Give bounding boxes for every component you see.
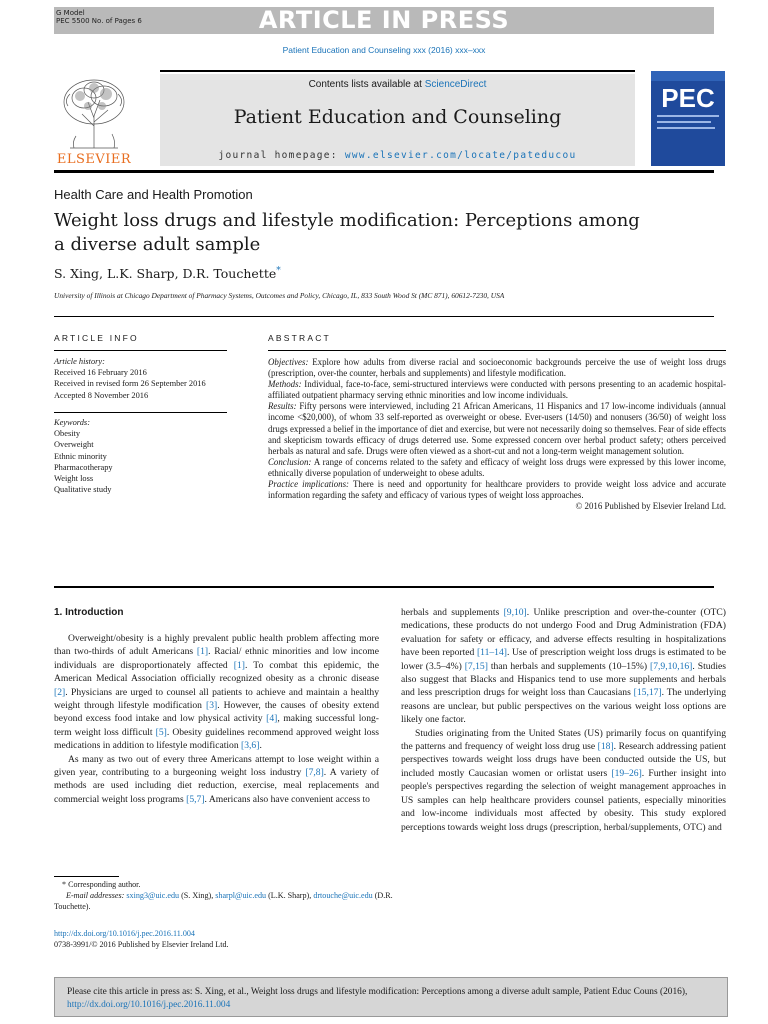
history-label: Article history: xyxy=(54,357,105,366)
abstract-text: Fifty persons were interviewed, including 21 African Americans, 11 Hispanics and 17 low-income individuals (annual income <$20,000), of whom 33 self-reported as overweight or obese. Ever-users (14/50) and nonusers (36/50) of weight loss drugs expressed a belief in the importance of diet and exercise, but were not necessarily doing so themselves. Fear of side effects and skepticism towards efficacy of drugs deterred use. Some expressed concern over herbal product safety; others perceived herbals as natural and safe. Drugs were often viewed as a short-cut and not a long-term weight management solution. xyxy=(268,401,726,456)
history-accepted: Accepted 8 November 2016 xyxy=(54,390,149,400)
email-link[interactable]: drtouche@uic.edu xyxy=(313,890,373,900)
email-owner: (S. Xing), xyxy=(179,890,216,900)
corresponding-author-marker[interactable]: * xyxy=(276,266,281,276)
elsevier-wordmark: ELSEVIER xyxy=(56,152,132,167)
cover-logo: PEC xyxy=(661,83,715,113)
abstract-bottom-rule xyxy=(54,586,714,588)
citation-link[interactable]: [3,6] xyxy=(241,740,260,752)
email-link[interactable]: sharpl@uic.edu xyxy=(215,890,267,900)
article-history xyxy=(54,356,234,401)
corresponding-author-note: * Corresponding author. xyxy=(62,880,141,889)
article-in-press-banner xyxy=(54,7,714,34)
citation-link[interactable]: [1] xyxy=(233,659,245,671)
citation-link[interactable]: [7,9,10,16] xyxy=(650,660,693,672)
journal-cover-thumbnail[interactable] xyxy=(651,71,725,166)
affiliation: University of Illinois at Chicago Department of Pharmacy Systems, Outcomes and Policy, Chicago, IL, 833 South Wood St (MC 871), 60612-7230, USA xyxy=(54,291,505,300)
footnotes xyxy=(54,880,394,912)
doi-block xyxy=(54,928,229,950)
citation-link[interactable]: [18] xyxy=(597,741,614,753)
cite-this-article-box xyxy=(54,977,728,1017)
cite-doi-link[interactable]: http://dx.doi.org/10.1016/j.pec.2016.11.004 xyxy=(67,999,231,1010)
keyword: Weight loss xyxy=(54,474,94,484)
sciencedirect-link[interactable]: ScienceDirect xyxy=(424,79,487,90)
header-rule xyxy=(54,316,714,317)
article-info-heading: ARTICLE INFO xyxy=(54,333,139,343)
keyword: Ethnic minority xyxy=(54,451,107,461)
body-paragraph: Studies originating from the United States (US) primarily focus on quantifying the patterns and frequency of weight loss drug use [18]. Research addressing patient perspectives towards weight loss drugs have been conducted outside the US, but included mostly Caucasian women or orlistat users [19–26]. Further insight into people's perspectives regarding the selection of weight management approaches in US samples can help healthcare providers counsel patients, especially minorities and low-income individuals most affected by obesity. This study explored perceptions towards weight loss drugs (prescription, herbal/supplements, OTC) and xyxy=(401,727,727,833)
model-label: G Model xyxy=(56,9,85,17)
keywords-label: Keywords: xyxy=(54,418,90,427)
citation-link[interactable]: [5] xyxy=(155,726,167,738)
abstract-label: Conclusion: xyxy=(268,456,312,467)
abstract-text: A range of concerns related to the safety and efficacy of weight loss drugs were expressed by this lower income, ethnically diverse population of underweight to obese adults. xyxy=(268,456,726,478)
cite-text-body: Please cite this article in press as: S. Xing, et al., Weight loss drugs and lifestyle modification: Perceptions among a diverse adult sample, Patient Educ Couns (2016), xyxy=(67,987,688,997)
citation-link[interactable]: [15,17] xyxy=(633,687,662,699)
citation-link[interactable]: [19–26] xyxy=(611,767,642,779)
abstract-text: There is need and opportunity for healthcare providers to provide weight loss advice and accurate information regarding the safety and efficacy of various types of weight loss approaches. xyxy=(268,479,726,501)
citation-link[interactable]: [3] xyxy=(206,700,218,712)
abstract-heading: ABSTRACT xyxy=(268,333,331,343)
cover-text-line xyxy=(657,127,715,129)
abstract-copyright: © 2016 Published by Elsevier Ireland Ltd. xyxy=(575,501,726,512)
email-label: E-mail addresses: xyxy=(66,890,125,900)
homepage-prefix: journal homepage: xyxy=(218,150,345,161)
keyword: Overweight xyxy=(54,440,94,450)
abstract-text: Explore how adults from diverse racial and socioeconomic backgrounds perceive the use of weight loss drugs (prescription, over-the counter, herbals and supplements) and lifestyle modification. xyxy=(268,357,726,379)
introduction-heading: 1. Introduction xyxy=(54,607,124,618)
authors: S. Xing, L.K. Sharp, D.R. Touchette xyxy=(54,266,277,282)
abstract-body xyxy=(268,357,726,512)
citation-link[interactable]: [4] xyxy=(266,713,278,725)
citation-link[interactable]: [11–14] xyxy=(476,647,507,659)
abstract-label: Objectives: xyxy=(268,357,309,367)
journal-title: Patient Education and Counseling xyxy=(233,106,562,128)
journal-homepage-link[interactable]: www.elsevier.com/locate/pateducou xyxy=(344,150,577,161)
abstract-label: Practice implications: xyxy=(268,479,350,490)
keywords-rule xyxy=(54,412,227,413)
body-column-right xyxy=(401,606,726,834)
abstract-conclusion xyxy=(268,457,726,479)
banner-title: ARTICLE IN PRESS xyxy=(258,6,510,34)
keywords xyxy=(54,417,234,495)
journal-homepage-line xyxy=(160,150,635,161)
abstract-practice-implications xyxy=(268,479,726,501)
abstract-label: Results: xyxy=(268,401,297,412)
cover-text-line xyxy=(657,115,719,117)
article-title: Weight loss drugs and lifestyle modification: Perceptions among a diverse adult sample xyxy=(54,210,640,255)
abstract-label: Methods: xyxy=(268,379,302,390)
citation-link[interactable]: [7,15] xyxy=(464,660,488,672)
cover-stripe xyxy=(651,71,725,81)
footnote-rule xyxy=(54,876,119,877)
abstract-text: Individual, face-to-face, semi-structured interviews were conducted with persons presenting to an academic hospital-affiliated outpatient pharmacy serving ethnic minorities and low income individuals. xyxy=(268,379,726,401)
body-paragraph: Overweight/obesity is a highly prevalent public health problem affecting more than two-thirds of adult Americans [1]. Racial/ ethnic minorities and low income individuals are disproportionately affected [1]. To combat this epidemic, the American Medical Association officially recognized obesity as a chronic disease [2]. Physicians are urged to counsel all patients to achieve and maintain a healthy weight through lifestyle modification [3]. However, the causes of obesity extend beyond excess food intake and low physical activity [4], making successful long-term weight loss difficult [5]. Obesity guidelines recommend approved weight loss medications in addition to lifestyle modification [3,6]. xyxy=(54,633,379,752)
email-owner: (L.K. Sharp), xyxy=(266,890,312,900)
keyword: Qualitative study xyxy=(54,485,112,495)
body-paragraph: As many as two out of every three Americans attempt to lose weight within a given year, contributing to a burgeoning weight loss industry [7,8]. A variety of methods are used including diet reduction, exercise, meal replacements and commercial weight loss programs [5,7]. Americans also have convenient access to xyxy=(54,753,379,805)
contents-line xyxy=(160,79,635,90)
masthead-top-rule xyxy=(160,70,635,72)
citation-link[interactable]: [2] xyxy=(54,686,66,698)
history-revised: Received in revised form 26 September 2016 xyxy=(54,379,206,389)
email-addresses xyxy=(54,891,394,913)
masthead-bottom-rule xyxy=(54,170,714,173)
citation-link[interactable]: [5,7] xyxy=(186,793,205,805)
contents-prefix: Contents lists available at xyxy=(308,79,425,90)
citation-link[interactable]: [1] xyxy=(196,646,209,658)
citation-link[interactable]: [9,10] xyxy=(503,607,527,618)
article-section: Health Care and Health Promotion xyxy=(54,187,253,202)
article-info-rule xyxy=(54,350,227,351)
email-owner: (D.R. Touchette). xyxy=(54,890,393,911)
keyword: Pharmacotherapy xyxy=(54,462,113,472)
abstract-objectives xyxy=(268,357,726,379)
abstract-rule xyxy=(268,350,726,351)
journal-reference-link[interactable]: Patient Education and Counseling xxx (2016) xxx–xxx xyxy=(282,45,486,55)
abstract-methods xyxy=(268,379,726,401)
page-count-label: PEC 5500 No. of Pages 6 xyxy=(56,17,142,25)
cover-text-line xyxy=(657,121,711,123)
body-column-left xyxy=(54,632,379,806)
abstract-results xyxy=(268,401,726,456)
tree-icon xyxy=(54,76,134,152)
email-link[interactable]: sxing3@uic.edu xyxy=(126,890,180,900)
history-received: Received 16 February 2016 xyxy=(54,368,147,378)
cite-text xyxy=(67,986,717,1011)
citation-link[interactable]: [7,8] xyxy=(305,767,324,779)
keyword: Obesity xyxy=(54,429,81,439)
author-list xyxy=(54,266,281,281)
doi-link[interactable]: http://dx.doi.org/10.1016/j.pec.2016.11.004 xyxy=(54,929,195,938)
body-paragraph: herbals and supplements [9,10]. Unlike prescription and over-the-counter (OTC) medications, these products do not undergo Food and Drug Administration (FDA) evaluation for safety or efficacy, and adverse effects resulting in hospitalizations have been reported [11–14]. Use of prescription weight loss drugs is estimated to be lower (3.5–4%) [7,15] than herbals and supplements (10–15%) [7,9,10,16]. Studies also suggest that Blacks and Hispanics tend to use more supplements and herbals and less prescription drugs for weight loss than Caucasians [15,17]. The underlying reasons are unclear, but public perspectives on the various weight loss options are likely one factor. xyxy=(401,607,726,726)
issn-line: 0738-3991/© 2016 Published by Elsevier Ireland Ltd. xyxy=(54,940,229,949)
